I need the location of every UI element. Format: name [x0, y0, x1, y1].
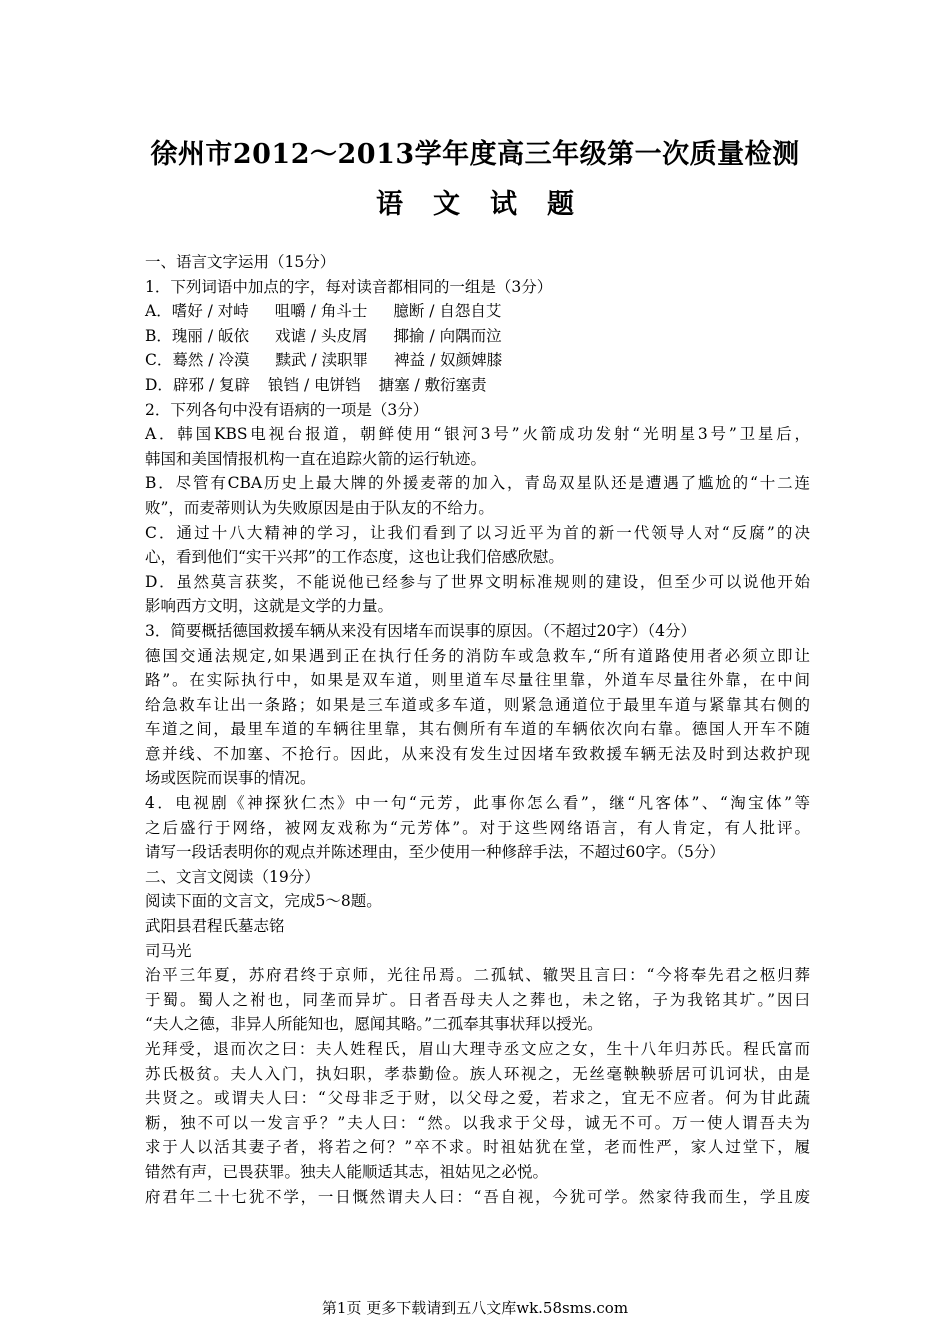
q1-option-c: C．蓦然 / 冷漠 黩武 / 渎职罪 裨益 / 奴颜婢膝	[145, 351, 503, 370]
q3-passage-line: 给急救车让出一条路；如果是三车道或多车道，则紧急通道位于最里车道与紧靠其右侧的	[145, 695, 810, 714]
q3-passage-line: 路”。在实际执行中，如果是双车道，则里道车尽量往里靠，外道车尽量往外靠，在中间	[145, 671, 810, 690]
q3-passage-line: 车道之间，最里车道的车辆往里靠，其右侧所有车道的车辆依次向右靠。德国人开车不随	[145, 720, 810, 739]
document-body	[145, 250, 810, 1209]
question-4-line: 请写一段话表明你的观点并陈述理由，至少使用一种修辞手法，不超过60字。（5分）	[145, 843, 725, 862]
passage-line: 共贤之。或谓夫人曰：“父母非乏于财，以父母之爱，若求之，宜无不应者。何为甘此蔬	[145, 1089, 810, 1108]
q1-option-d: D．辟邪 / 复辟 锒铛 / 电饼铛 搪塞 / 敷衍塞责	[145, 375, 487, 394]
passage-line: “夫人之德，非异人所能知也，愿闻其略。”二孤奉其事状拜以授光。	[145, 1015, 603, 1034]
q1-option-a: A．嗜好 / 对峙 咀嚼 / 角斗士 臆断 / 自怨自艾	[145, 302, 502, 321]
q2-line: C．通过十八大精神的学习，让我们看到了以习近平为首的新一代领导人对“反腐”的决	[145, 523, 810, 542]
passage-author: 司马光	[145, 941, 192, 960]
reading-instruction: 阅读下面的文言文，完成5～8题。	[145, 892, 382, 911]
section-heading-1: 一、语言文字运用（15分）	[145, 253, 336, 271]
q2-line: B．尽管有CBA历史上最大牌的外援麦蒂的加入，青岛双星队还是遭遇了尴尬的“十二连	[145, 474, 810, 493]
q2-line: 败”，而麦蒂则认为失败原因是由于队友的不给力。	[145, 498, 494, 517]
passage-title: 武阳县君程氏墓志铭	[145, 917, 285, 936]
passage-line: 苏氏极贫。夫人入门，执妇职，孝恭勤俭。族人环视之，无丝毫鞅鞅骄居可讥诃状，由是	[145, 1064, 810, 1083]
question-4-line: 之后盛行于网络，被网友戏称为“元芳体”。对于这些网络语言，有人肯定，有人批评。	[145, 818, 810, 837]
q1-option-b: B．瑰丽 / 皈依 戏谑 / 头皮屑 揶揄 / 向隅而泣	[145, 326, 502, 345]
question-2-stem: 2．下列各句中没有语病的一项是（3分）	[145, 400, 429, 419]
passage-line: 治平三年夏，苏府君终于京师，光往吊焉。二孤轼、辙哭且言曰：“今将奉先君之柩归葬	[145, 966, 810, 985]
q2-line: A．韩国KBS电视台报道，朝鲜使用“银河3号”火箭成功发射“光明星3号”卫星后，	[145, 425, 810, 444]
q2-line: 韩国和美国情报机构一直在追踪火箭的运行轨迹。	[145, 449, 487, 468]
q2-line: 心，看到他们“实干兴邦”的工作态度，这也让我们倍感欣慰。	[145, 548, 564, 567]
q2-line: D．虽然莫言获奖，不能说他已经参与了世界文明标准规则的建设，但至少可以说他开始	[145, 572, 810, 591]
question-1-stem: 1．下列词语中加点的字，每对读音都相同的一组是（3分）	[145, 277, 553, 296]
exam-title: 徐州市2012～2013学年度高三年级第一次质量检测	[150, 139, 800, 170]
passage-line: 光拜受，退而次之曰：夫人姓程氏，眉山大理寺丞文应之女，生十八年归苏氏。程氏富而	[145, 1040, 810, 1058]
question-3-stem: 3．简要概括德国救援车辆从来没有因堵车而误事的原因。（不超过20字）（4分）	[145, 621, 696, 640]
passage-line: 府君年二十七犹不学，一日慨然谓夫人曰：“吾自视，今犹可学。然家待我而生，学且废	[145, 1187, 810, 1206]
question-4-line: 4．电视剧《神探狄仁杰》中一句“元芳，此事你怎么看”，继“凡客体”、“淘宝体”等	[145, 794, 810, 813]
q3-passage-line: 意并线、不加塞、不抢行。因此，从来没有发生过因堵车致救援车辆无法及时到达救护现	[145, 744, 810, 763]
q3-passage-line: 德国交通法规定,如果遇到正在执行任务的消防车或急救车,“所有道路使用者必须立即让	[145, 646, 810, 665]
section-heading-2: 二、文言文阅读（19分）	[145, 867, 320, 886]
q2-line: 影响西方文明，这就是文学的力量。	[145, 597, 394, 616]
q3-passage-line: 场或医院而误事的情况。	[145, 769, 316, 788]
passage-line: 求于人以活其妻子者，将若之何？”卒不求。时祖姑犹在堂，老而性严，家人过堂下，履	[145, 1138, 810, 1157]
exam-subject-title: 语文试题	[376, 189, 604, 220]
page-footer: 第1页 更多下载请到五八文库wk.58sms.com	[321, 1299, 629, 1317]
passage-line: 粝，独不可以一发言乎？”夫人曰：“然。以我求于父母，诚无不可。万一使人谓吾夫为	[145, 1113, 810, 1132]
passage-line: 于蜀。蜀人之祔也，同垄而异圹。日者吾母夫人之葬也，未之铭，子为我铭其圹。”因曰	[145, 990, 810, 1009]
passage-line: 错然有声，已畏获罪。独夫人能顺适其志，祖姑见之必悦。	[145, 1162, 549, 1181]
